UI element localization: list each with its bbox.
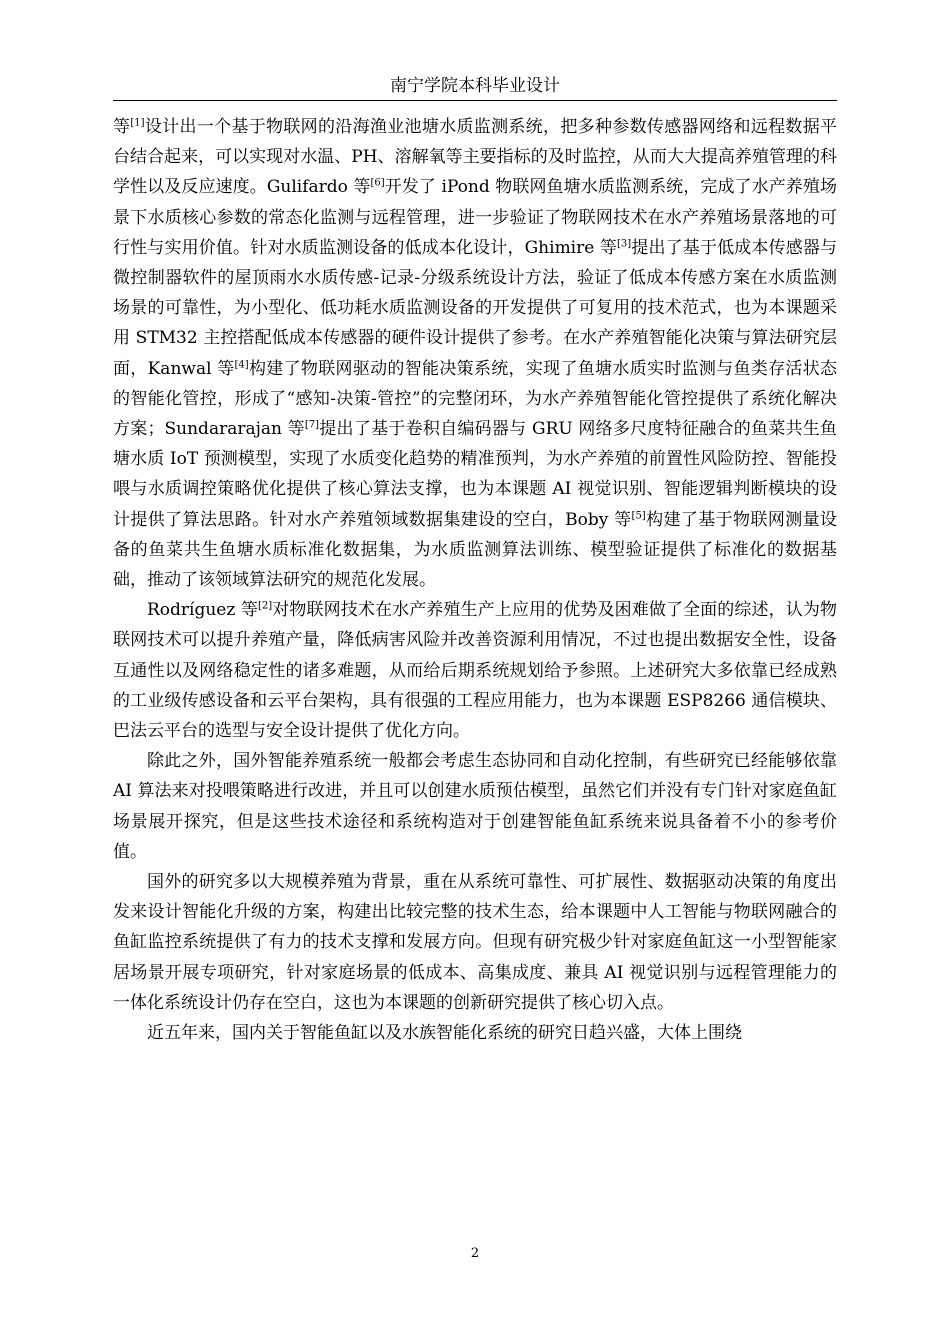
text-run: 设计出一个基于物联网的沿海渔业池塘水质监测系统，把多种参数传感器网络和远程数据平台结合起来，可以实现对水温、PH、溶解氧等主要指标的及时监控，从而大大提高养殖管理的科学性以及反应速度。Gulifardo 等 [113, 117, 838, 198]
paragraph [113, 746, 837, 867]
citation-marker: [1] [130, 117, 145, 129]
text-run: 对物联网技术在水产养殖生产上应用的优势及困难做了全面的综述，认为物联网技术可以提升养殖产量，降低病害风险并改善资源利用情况，不过也提出数据安全性，设备互通性以及网络稳定性的诸多难题，从而给后期系统规划给予参照。上述研究大多依靠已经成熟的工业级传感设备和云平台架构，具有很强的工程应用能力，也为本课题 ESP8266 通信模块、巴法云平台的选型与安全设计提供了优化方向。 [113, 600, 837, 742]
text-run: 除此之外，国外智能养殖系统一般都会考虑生态协同和自动化控制，有些研究已经能够依靠 AI 算法来对投喂策略进行改进，并且可以创建水质预估模型，虽然它们并没有专门针对家庭鱼缸场景展开探究，但是这些技术途径和系统构造对于创建智能鱼缸系统来说具备着不小的参考价值。 [113, 751, 837, 862]
citation-marker: [2] [257, 600, 273, 612]
citation-marker: [7] [304, 419, 320, 431]
text-run: 构建了基于物联网测量设备的鱼菜共生鱼塘水质标准化数据集，为水质监测算法训练、模型验证提供了标准化的数据基础，推动了该领域算法研究的规范化发展。 [113, 509, 838, 591]
citation-marker: [4] [234, 358, 249, 370]
paragraph [113, 867, 837, 1018]
citation-marker: [3] [617, 238, 632, 250]
text-run: 近五年来，国内关于智能鱼缸以及水族智能化系统的研究日趋兴盛，大体上围绕 [147, 1023, 742, 1044]
paragraph [113, 1018, 837, 1048]
page-number: 2 [470, 1246, 480, 1261]
header-title: 南宁学院本科毕业设计 [390, 76, 560, 96]
text-run: 等 [113, 117, 131, 137]
text-run: 构建了物联网驱动的智能决策系统，实现了鱼塘水质实时监测与鱼类存活状态的智能化管控，形成了“感知-决策-管控”的完整闭环，为水产养殖智能化管控提供了系统化解决方案；Sundararajan 等 [113, 358, 838, 440]
text-run: 提出了基于卷积自编码器与 GRU 网络多尺度特征融合的鱼菜共生鱼塘水质 IoT 预测模型，实现了水质变化趋势的精准预判，为水产养殖的前置性风险防控、智能投喂与水质调控策略优化提供了核心算法支撑，也为本课题 AI 视觉识别、智能逻辑判断模块的设计提供了算法思路。针对水产养殖领域数据集建设的空白，Boby 等 [113, 419, 838, 530]
citation-marker: [6] [370, 177, 385, 189]
header-rule [113, 100, 837, 101]
paragraph [113, 595, 837, 746]
citation-marker: [5] [631, 509, 646, 521]
text-run: 开发了 iPond 物联网鱼塘水质监测系统，完成了水产养殖场景下水质核心参数的常态化监测与远程管理，进一步验证了物联网技术在水产养殖场景落地的可行性与实用价值。针对水质监测设备的低成本化设计，Ghimire 等 [113, 177, 837, 258]
text-run: Rodríguez 等 [147, 600, 258, 621]
paragraph [113, 112, 837, 595]
text-run: 国外的研究多以大规模养殖为背景，重在从系统可靠性、可扩展性、数据驱动决策的角度出发来设计智能化升级的方案，构建出比较完整的技术生态，给本课题中人工智能与物联网融合的鱼缸监控系统提供了有力的技术支撑和发展方向。但现有研究极少针对家庭鱼缸这一小型智能家居场景开展专项研究，针对家庭场景的低成本、高集成度、兼具 AI 视觉识别与远程管理能力的一体化系统设计仍存在空白，这也为本课题的创新研究提供了核心切入点。 [113, 872, 837, 1013]
text-run: 提出了基于低成本传感器与微控制器软件的屋顶雨水水质传感-记录-分级系统设计方法，验证了低成本传感方案在水质监测场景的可靠性，为小型化、低功耗水质监测设备的开发提供了可复用的技术范式，也为本课题采用 STM32 主控搭配低成本传感器的硬件设计提供了参考。在水产养殖智能化决策与算法研究层面，Kanwal 等 [113, 237, 837, 379]
body-text [113, 112, 837, 1048]
